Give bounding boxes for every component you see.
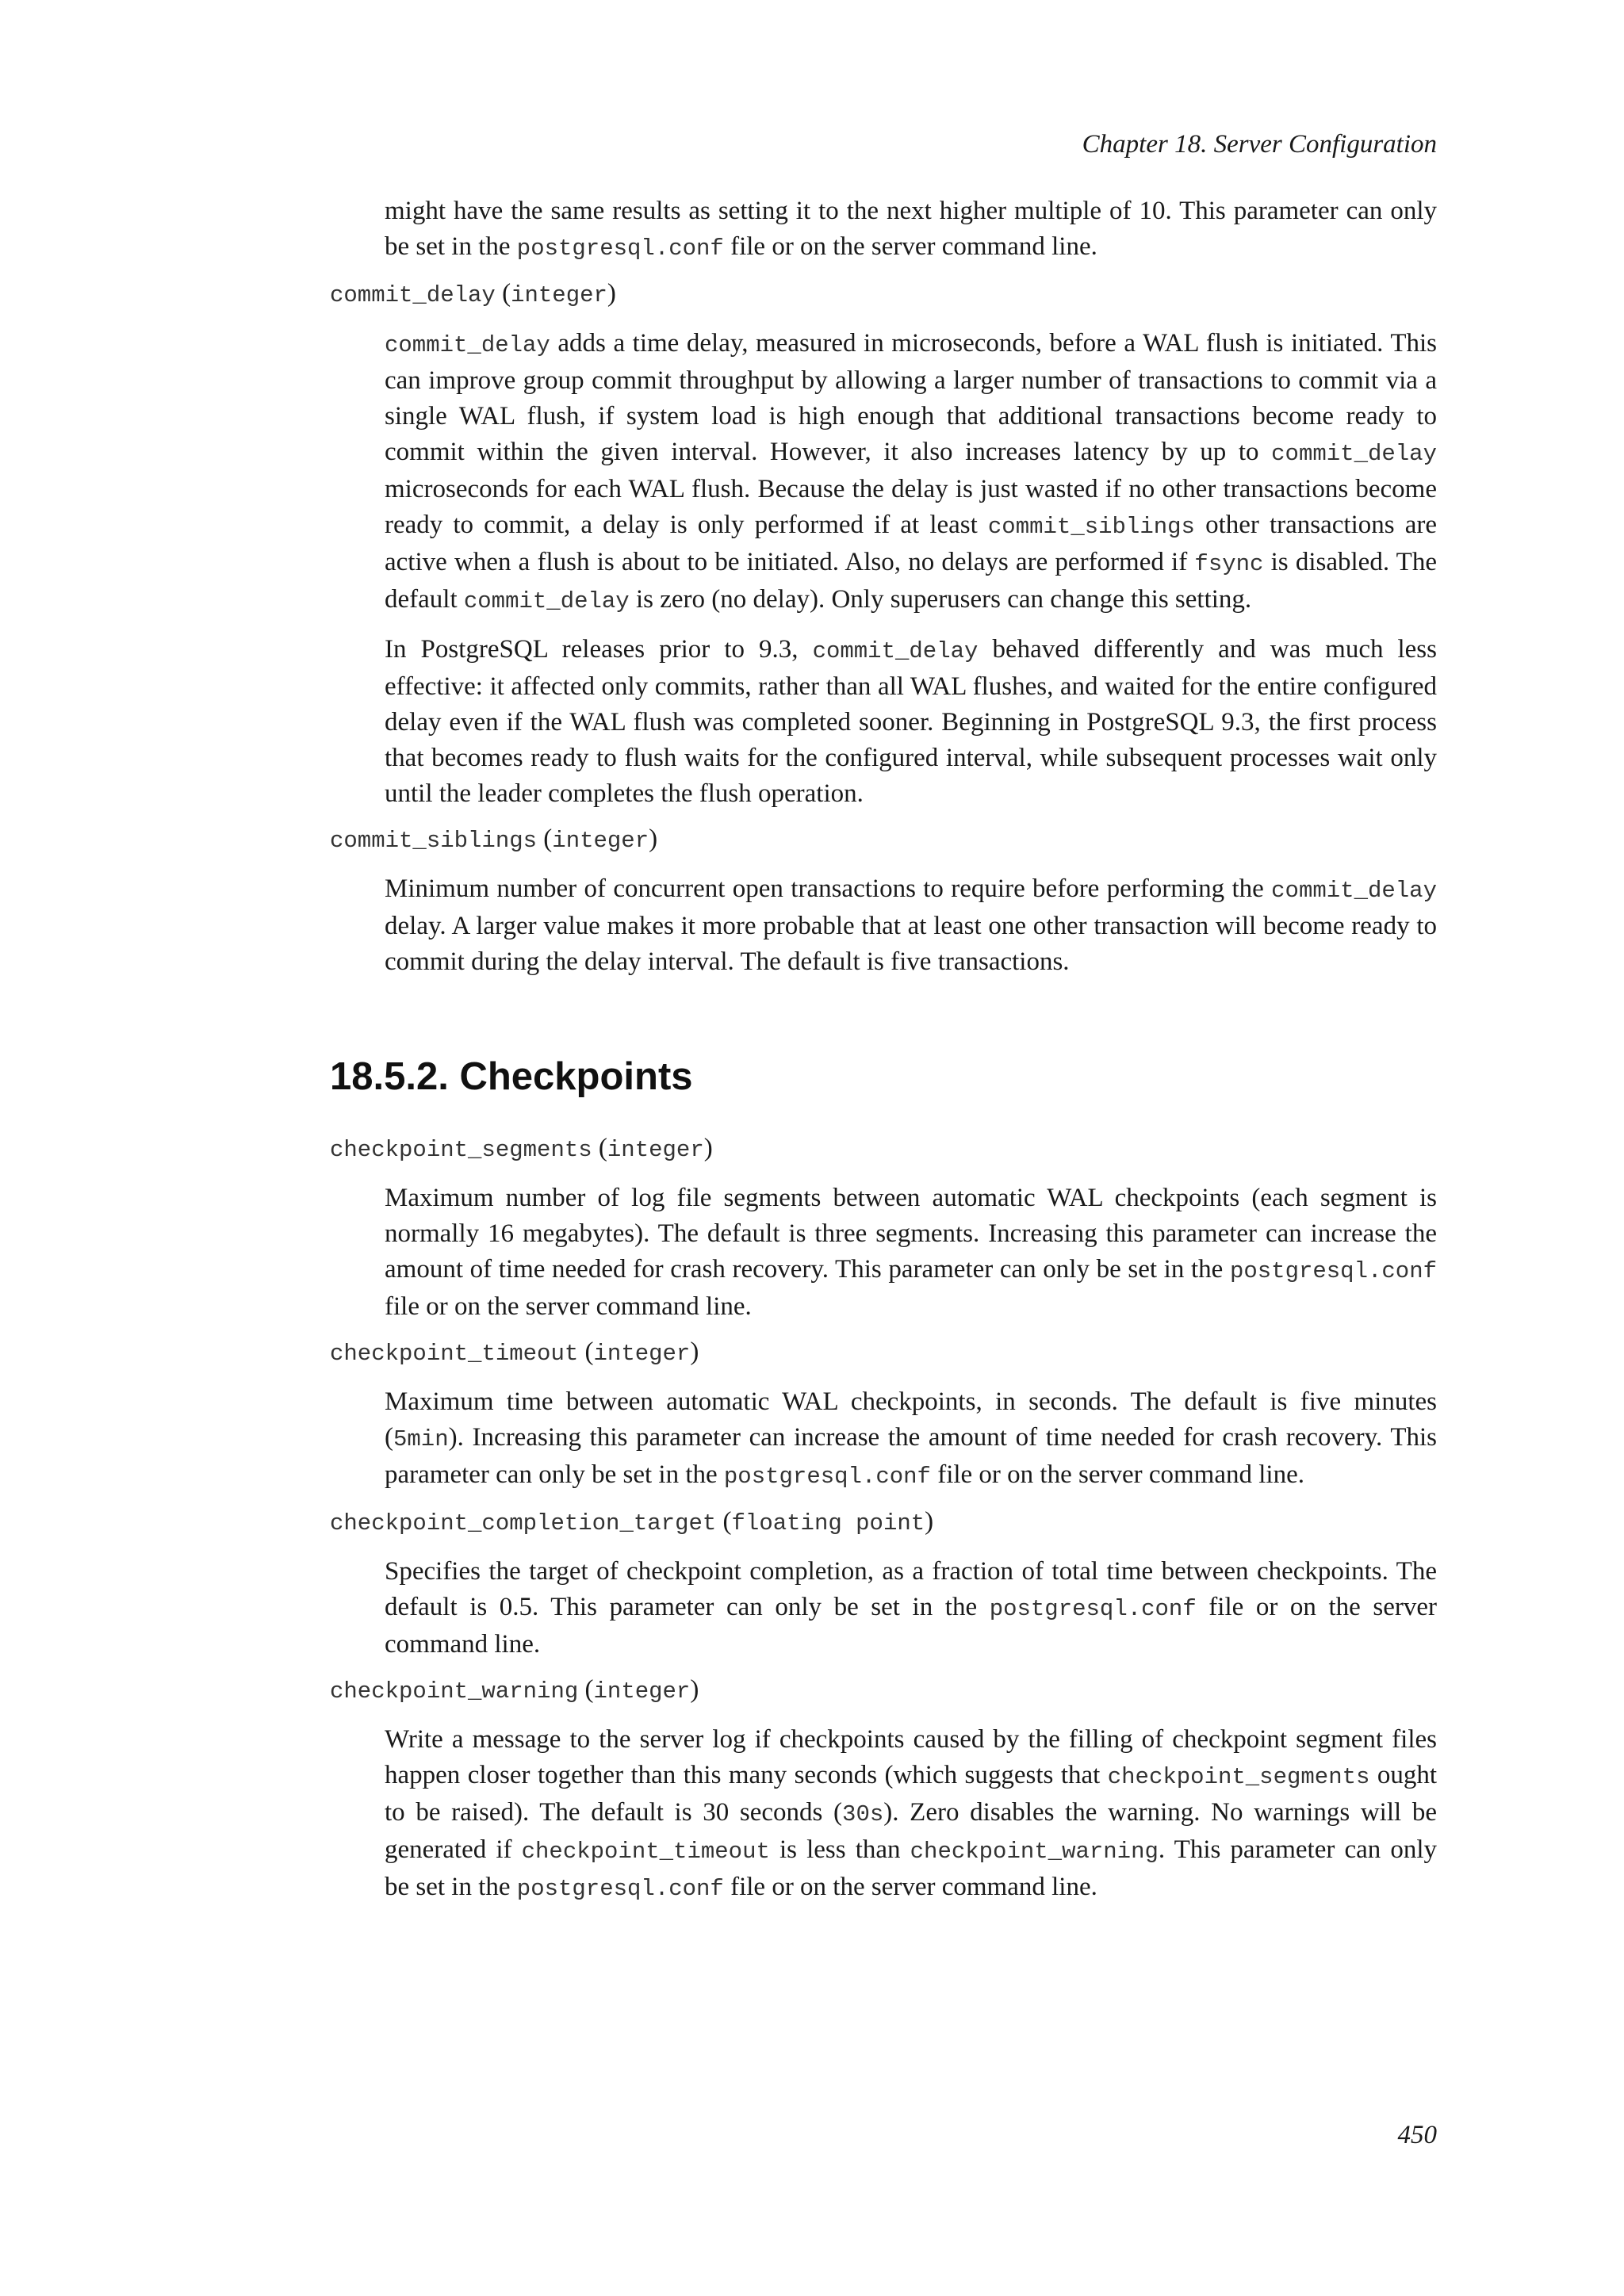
inline-code: commit_siblings [987,514,1195,540]
param-term: checkpoint_completion_target (floating point) [330,1507,934,1536]
text-run: delay. A larger value makes it more probable that at least one other transaction will become ready to commit during the delay interval. The default is five transactions. [385,912,1437,976]
param-type: floating point [731,1510,925,1536]
param-name: checkpoint_completion_target [330,1510,717,1536]
text-run: ). Zero disables the warning. No warnings will be generated if [385,1798,1437,1864]
param-term: checkpoint_segments (integer) [330,1134,713,1163]
description-paragraph [385,1181,1437,1325]
inline-code: checkpoint_timeout [521,1839,770,1865]
inline-code: checkpoint_warning [910,1839,1159,1865]
inline-code: 5min [393,1426,449,1452]
text-run: . This parameter can only be set in the [385,1835,1438,1901]
text-run: ). Increasing this parameter can increase the amount of time needed for crash recovery. This parameter can only be set in the [385,1423,1437,1489]
inline-code: 30s [842,1801,884,1827]
running-header: Chapter 18. Server Configuration [1082,130,1437,159]
inline-code: fsync [1194,551,1264,577]
description-paragraph [385,1722,1437,1907]
param-description [385,1384,1437,1494]
inline-code: postgresql.conf [989,1596,1197,1622]
text-run: file or on the server command line. [723,232,1097,261]
text-run: Maximum number of log file segments between automatic WAL checkpoints (each segment is normally 16 megabytes). The default is three segments. Increasing this parameter can increase the amount of time needed for crash recovery. This parameter can only be set in the [385,1184,1437,1284]
param-term: checkpoint_timeout (integer) [330,1337,699,1367]
text-run: is zero (no delay). Only superusers can change this setting. [629,585,1252,614]
text-run: file or on the server command line. [723,1873,1097,1901]
param-description [385,1722,1437,1907]
text-run: is less than [769,1835,910,1864]
param-type: integer [607,1137,704,1163]
description-paragraph [385,326,1437,619]
text-run: In PostgreSQL releases prior to 9.3, [385,635,813,664]
text-run: other transactions are active when a flush is about to be initiated. Also, no delays are performed if [385,511,1437,576]
inline-code: commit_delay [1271,878,1437,904]
param-description [385,1554,1437,1663]
param-term: commit_delay (integer) [330,279,616,308]
param-type: integer [593,1678,691,1705]
param-entry-commit-siblings [330,821,1437,980]
text-run: microseconds for each WAL flush. Because the delay is just wasted if no other transactions become ready to commit, a delay is only performed if at least [385,475,1437,539]
inline-code: checkpoint_segments [1107,1764,1370,1790]
param-entry-checkpoint-segments [330,1131,1437,1325]
param-term: commit_siblings (integer) [330,825,658,854]
text-run: file or on the server command line. [385,1292,752,1321]
text-run: Maximum time between automatic WAL checkpoints, in seconds. The default is five minutes ( [385,1387,1437,1452]
param-type: integer [552,828,649,854]
text-run: Minimum number of concurrent open transactions to require before performing the [385,874,1272,903]
text-run: is disabled. The default [385,548,1437,614]
description-paragraph [385,632,1437,812]
text-run: ought to be raised). The default is 30 seconds ( [385,1761,1438,1827]
inline-code: commit_delay [1271,441,1437,467]
param-name: checkpoint_segments [330,1137,592,1163]
param-description [385,871,1437,980]
inline-code: commit_delay [463,588,630,614]
param-term: checkpoint_warning (integer) [330,1675,699,1705]
param-name: checkpoint_timeout [330,1341,579,1367]
text-run: file or on the server command line. [385,1593,1437,1659]
param-name: checkpoint_warning [330,1678,579,1705]
text-run: might have the same results as setting it to the next higher multiple of 10. This parameter can only be set in the [385,197,1437,261]
page-content [330,193,1437,1907]
inline-code: postgresql.conf [723,1464,931,1490]
text-run: behaved differently and was much less effective: it affected only commits, rather than all WAL flushes, and waited for the entire configured delay even if the WAL flush was completed sooner. Beginning in PostgreSQL 9.3, the first process that becomes ready to flush waits for the configured interval, while subsequent processes wait only until the leader completes the flush operation. [385,635,1437,808]
inline-code: commit_delay [385,332,550,358]
text-run: Specifies the target of checkpoint completion, as a fraction of total time between checkpoints. The default is 0.5. This parameter can only be set in the [385,1557,1437,1621]
text-run: Write a message to the server log if checkpoints caused by the filling of checkpoint segment files happen closer together than this many seconds (which suggests that [385,1725,1437,1789]
param-type: integer [593,1341,691,1367]
inline-code: postgresql.conf [516,1876,724,1902]
param-name: commit_siblings [330,828,538,854]
inline-code: postgresql.conf [1229,1258,1437,1284]
continuation-paragraph [385,193,1437,266]
param-entry-checkpoint-timeout [330,1334,1437,1494]
text-run: file or on the server command line. [930,1460,1304,1489]
param-entry-checkpoint-completion-target [330,1504,1437,1663]
param-entry-checkpoint-warning [330,1672,1437,1907]
description-paragraph [385,1384,1437,1494]
param-description [385,1181,1437,1325]
param-entry-commit-delay [330,276,1437,812]
inline-code: commit_delay [812,638,979,664]
section-heading: 18.5.2. Checkpoints [330,1055,693,1098]
inline-code: postgresql.conf [516,235,724,262]
text-run: adds a time delay, measured in microseconds, before a WAL flush is initiated. This can improve group commit throughput by allowing a larger number of transactions to commit via a single WAL flush, if system load is high enough that additional transactions become ready to commit within the given interval. However, it also increases latency by up to [385,329,1437,466]
description-paragraph [385,1554,1437,1663]
page-number: 450 [1397,2121,1437,2149]
param-name: commit_delay [330,282,496,308]
description-paragraph [385,871,1437,980]
param-description [385,326,1437,812]
param-type: integer [511,282,607,308]
